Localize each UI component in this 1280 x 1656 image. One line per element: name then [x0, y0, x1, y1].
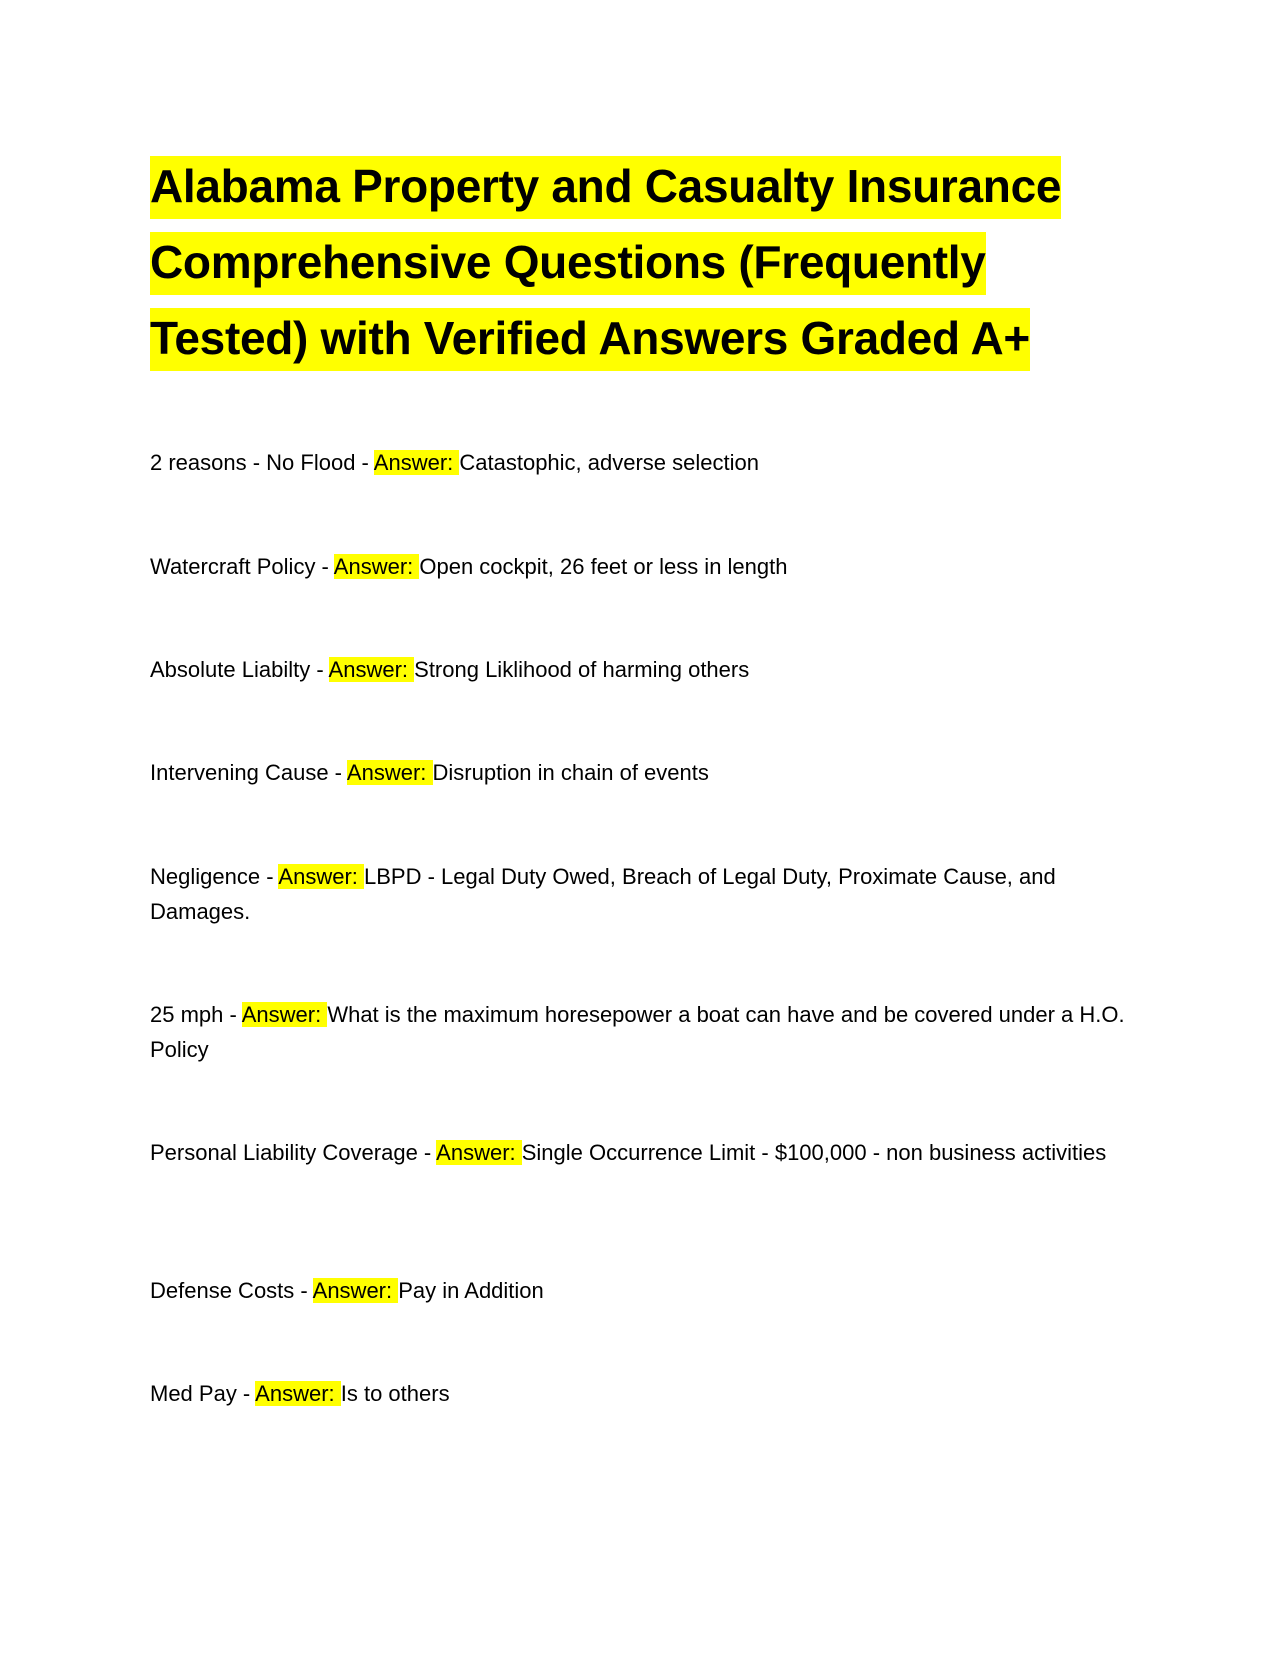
qa-item — [150, 549, 1130, 584]
qa-term: Absolute Liabilty - — [150, 657, 329, 682]
qa-item — [150, 997, 1130, 1067]
qa-answer: Strong Liklihood of harming others — [414, 657, 750, 682]
answer-label: Answer: — [346, 760, 433, 785]
qa-term: 2 reasons - No Flood - — [150, 450, 374, 475]
qa-item — [150, 1376, 1130, 1411]
qa-item — [150, 755, 1130, 790]
qa-term: Med Pay - — [150, 1381, 256, 1406]
qa-answer: LBPD - Legal Duty Owed, Breach of Legal Duty, Proximate Cause, and Damages. — [150, 864, 1056, 924]
qa-term: Intervening Cause - — [150, 760, 347, 785]
qa-answer: Is to others — [340, 1381, 450, 1406]
title-line-text: Alabama Property and Casualty Insurance — [150, 156, 1061, 219]
document-title — [150, 148, 1130, 376]
answer-label: Answer: — [241, 1002, 328, 1027]
qa-term: Watercraft Policy - — [150, 554, 334, 579]
title-line-text: Tested) with Verified Answers Graded A+ — [150, 308, 1030, 371]
answer-label: Answer: — [333, 554, 420, 579]
qa-answer: Disruption in chain of events — [432, 760, 709, 785]
qa-item — [150, 652, 1130, 687]
answer-label: Answer: — [312, 1278, 399, 1303]
qa-answer: Catastophic, adverse selection — [459, 450, 759, 475]
qa-item — [150, 1273, 1130, 1308]
answer-label: Answer: — [328, 657, 415, 682]
answer-label: Answer: — [436, 1140, 522, 1165]
qa-item — [150, 445, 1130, 480]
title-line — [150, 148, 1130, 224]
qa-term: Negligence - — [150, 864, 279, 889]
qa-item — [150, 859, 1130, 929]
qa-answer: Single Occurrence Limit - $100,000 - non business activities — [521, 1140, 1107, 1165]
qa-term: 25 mph - — [150, 1002, 242, 1027]
title-line-text: Comprehensive Questions (Frequently — [150, 232, 986, 295]
answer-label: Answer: — [373, 450, 460, 475]
qa-answer: Open cockpit, 26 feet or less in length — [419, 554, 788, 579]
qa-answer: Pay in Addition — [398, 1278, 544, 1303]
qa-answer: What is the maximum horesepower a boat can have and be covered under a H.O. Policy — [150, 1002, 1125, 1062]
answer-label: Answer: — [278, 864, 365, 889]
answer-label: Answer: — [255, 1381, 341, 1406]
qa-term: Personal Liability Coverage - — [150, 1140, 437, 1165]
qa-item — [150, 1135, 1130, 1170]
title-line — [150, 300, 1130, 376]
qa-term: Defense Costs - — [150, 1278, 313, 1303]
title-line — [150, 224, 1130, 300]
